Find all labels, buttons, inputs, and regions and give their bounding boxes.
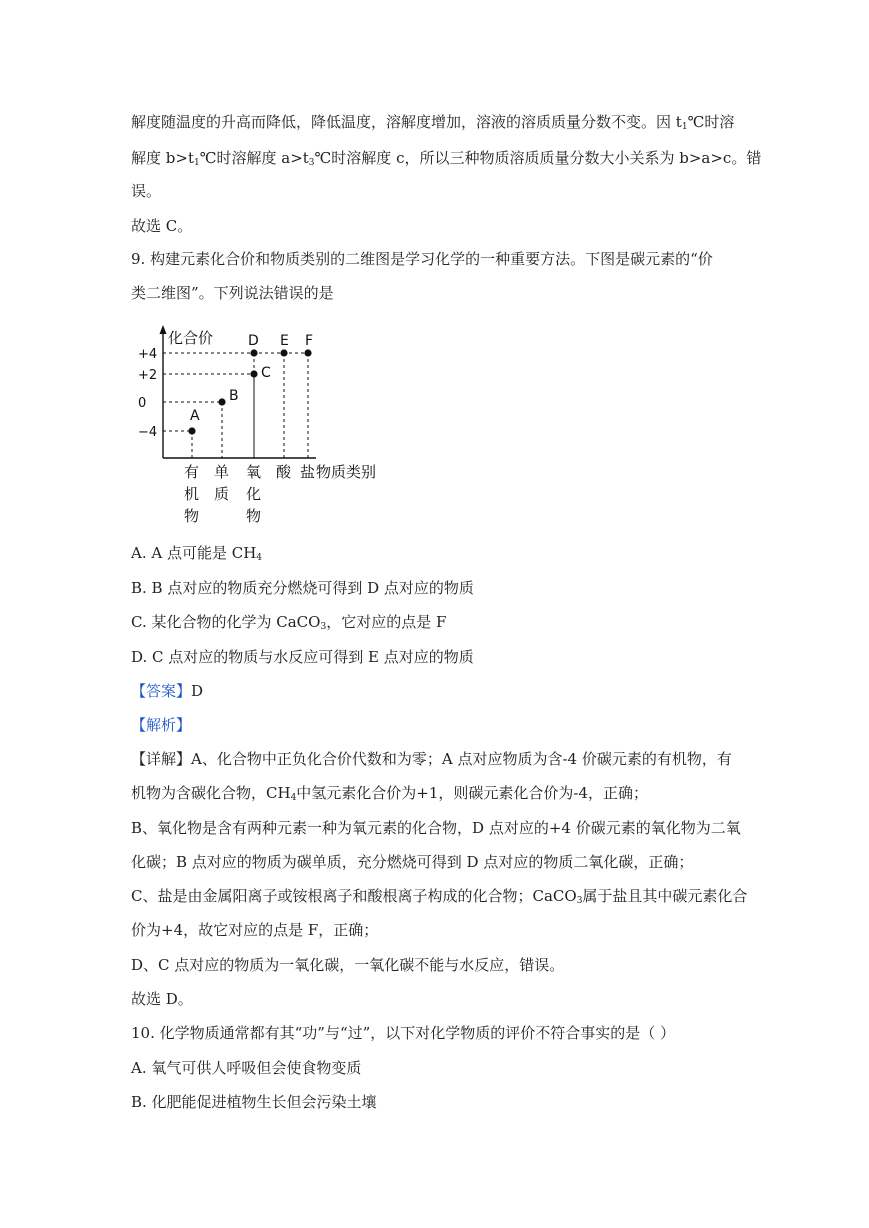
x-axis-label: 物质类别 bbox=[316, 463, 377, 481]
x-category-label-organic: 机 bbox=[184, 485, 200, 503]
valence-class-chart bbox=[136, 322, 396, 532]
x-category-label-salt: 盐 bbox=[300, 463, 316, 481]
q9-stem-line-1: 9. 构建元素化合价和物质类别的二维图是学习化学的一种重要方法。下图是碳元素的“价 bbox=[131, 250, 713, 268]
x-category-label-oxide: 物 bbox=[246, 507, 262, 525]
x-category-label-organic: 有 bbox=[184, 463, 200, 481]
point-label-F: F bbox=[305, 333, 314, 349]
point-label-A: A bbox=[190, 408, 200, 424]
point-B bbox=[218, 398, 225, 405]
x-category-label-element: 单 bbox=[214, 463, 230, 481]
q10-option-b: B. 化肥能促进植物生长但会污染土壤 bbox=[131, 1093, 377, 1111]
q9-detail-line-1: 【详解】A、化合物中正负化合价代数和为零；A 点对应物质为含-4 价碳元素的有机物，有 bbox=[131, 750, 732, 768]
prev-analysis-line-2: 解度 $b>t_1℃$时溶解度 $a>t_3℃$时溶解度 c，所以三种物质溶质质量分数大小关系为 b>a>c。错 bbox=[131, 149, 762, 168]
point-label-C: C bbox=[261, 365, 271, 381]
y-tick-label: −4 bbox=[138, 425, 158, 440]
q9-answer bbox=[131, 681, 203, 701]
point-F bbox=[304, 349, 311, 356]
q9-option-a: A. A 点可能是 $CH_4$ bbox=[131, 544, 263, 563]
x-category-label-oxide: 化 bbox=[246, 485, 262, 503]
x-category-label-element: 质 bbox=[214, 485, 230, 503]
q9-detail-line-4: 化碳；B 点对应的物质为碳单质，充分燃烧可得到 D 点对应的物质二氧化碳，正确； bbox=[131, 853, 694, 871]
q9-option-b: B. B 点对应的物质充分燃烧可得到 D 点对应的物质 bbox=[131, 579, 474, 597]
q9-detail-line-5: C、盐是由金属阳离子或铵根离子和酸根离子构成的化合物；CaCO$_3$属于盐且其中碳元素化合 bbox=[131, 887, 748, 906]
prev-analysis-line-3: 误。 bbox=[131, 182, 162, 200]
point-label-E: E bbox=[280, 333, 289, 349]
answer-label: 【答案】 bbox=[131, 682, 192, 700]
q9-option-c: C. 某化合物的化学为 CaCO$_3$，它对应的点是 F bbox=[131, 613, 447, 632]
q9-analysis-label: 【解析】 bbox=[131, 716, 192, 734]
q10-option-a: A. 氧气可供人呼吸但会使食物变质 bbox=[131, 1059, 362, 1077]
q9-detail-line-6: 价为+4，故它对应的点是 F，正确； bbox=[131, 921, 379, 939]
q9-stem-line-2: 类二维图”。下列说法错误的是 bbox=[131, 284, 334, 302]
chart-marks bbox=[138, 333, 315, 525]
q9-final-answer: 故选 D。 bbox=[131, 990, 193, 1008]
point-label-B: B bbox=[229, 388, 239, 404]
q9-option-d: D. C 点对应的物质与水反应可得到 E 点对应的物质 bbox=[131, 648, 474, 666]
q9-detail-line-2: 机物为含碳化合物，$CH_4$中氢元素化合价为+1，则碳元素化合价为-4，正确； bbox=[131, 784, 649, 803]
point-label-D: D bbox=[248, 333, 259, 349]
y-tick-label: +4 bbox=[138, 347, 158, 362]
prev-analysis-line-1: 解度随温度的升高而降低，降低温度，溶解度增加，溶液的溶质质量分数不变。因 $t_1℃$时溶 bbox=[131, 113, 735, 132]
q9-detail-line-7: D、C 点对应的物质为一氧化碳，一氧化碳不能与水反应，错误。 bbox=[131, 956, 565, 974]
x-category-label-acid: 酸 bbox=[276, 463, 292, 481]
y-tick-label: +2 bbox=[138, 368, 158, 383]
point-A bbox=[188, 427, 195, 434]
q10-stem: 10. 化学物质通常都有其“功”与“过”，以下对化学物质的评价不符合事实的是（ ） bbox=[131, 1024, 676, 1042]
prev-answer: 故选 C。 bbox=[131, 217, 193, 235]
y-tick-label: 0 bbox=[138, 396, 147, 411]
x-category-label-oxide: 氧 bbox=[246, 463, 262, 481]
detail-label: 【详解】 bbox=[131, 750, 192, 768]
x-category-label-organic: 物 bbox=[184, 507, 200, 525]
y-axis-arrow-icon bbox=[160, 325, 167, 334]
y-axis-label: 化合价 bbox=[168, 329, 214, 347]
q9-detail-line-3: B、氧化物是含有两种元素一种为氧元素的化合物，D 点对应的+4 价碳元素的氧化物为二氧 bbox=[131, 819, 741, 837]
answer-value: D bbox=[191, 682, 204, 700]
